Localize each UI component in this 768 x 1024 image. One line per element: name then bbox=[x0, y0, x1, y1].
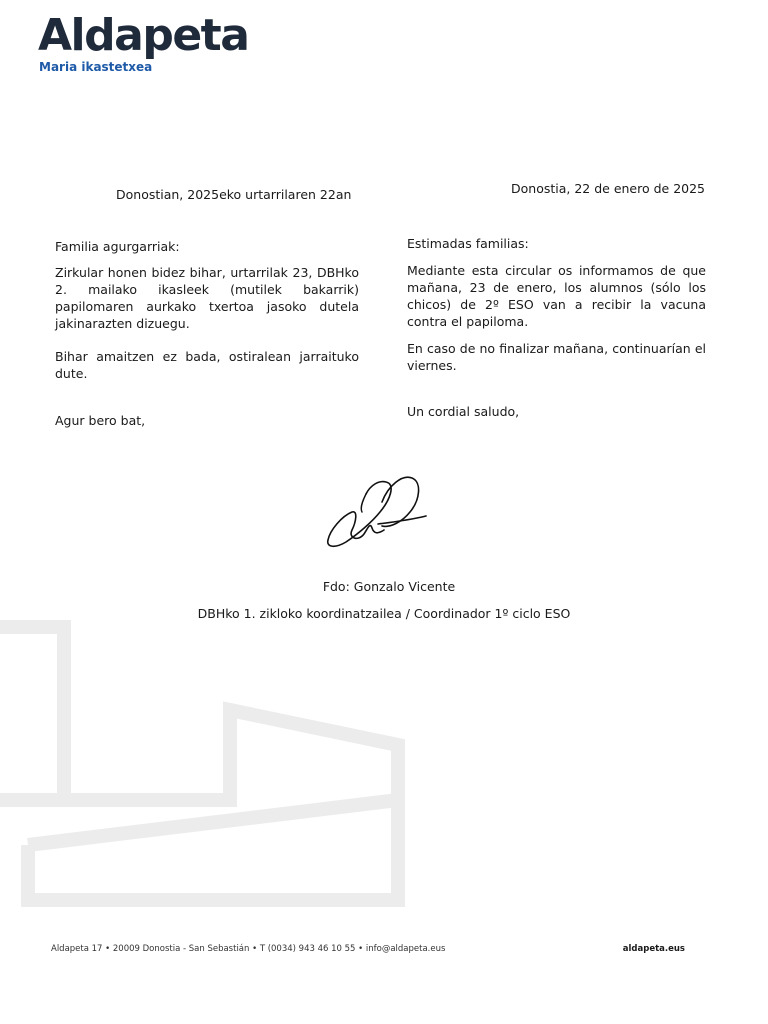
spanish-column bbox=[407, 235, 706, 420]
footer-address: Aldapeta 17 • 20009 Donostia - San Sebastián • T (0034) 943 46 10 55 • info@aldapeta.eus bbox=[51, 944, 446, 954]
basque-column bbox=[55, 238, 359, 429]
logo-wordmark: Aldapeta bbox=[38, 10, 249, 61]
basque-closing: Agur bero bat, bbox=[55, 413, 146, 428]
building-watermark bbox=[0, 600, 420, 920]
basque-paragraph-2: Bihar amaitzen ez bada, ostiralean jarraituko dute. bbox=[55, 349, 359, 381]
school-logo bbox=[38, 10, 249, 74]
date-basque: Donostian, 2025eko urtarrilaren 22an bbox=[116, 187, 352, 202]
spanish-paragraph-2: En caso de no finalizar mañana, continuarían el viernes. bbox=[407, 341, 706, 373]
logo-subtitle: Maria ikastetxea bbox=[39, 60, 153, 74]
basque-paragraph-1: Zirkular honen bidez bihar, urtarrilak 23, DBHko 2. mailako ikasleek (mutilek bakarrik) papilomaren aurkako txertoa jasoko dutela jakinarazten dizuegu. bbox=[55, 265, 359, 331]
spanish-greeting: Estimadas familias: bbox=[407, 236, 529, 251]
signatory-role: DBHko 1. zikloko koordinatzailea / Coordinador 1º ciclo ESO bbox=[197, 606, 571, 621]
footer-website-link[interactable]: aldapeta.eus bbox=[622, 944, 685, 954]
signatory-name: Fdo: Gonzalo Vicente bbox=[322, 579, 456, 594]
spanish-paragraph-1: Mediante esta circular os informamos de que mañana, 23 de enero, los alumnos (sólo los chicos) de 2º ESO van a recibir la vacuna contra el papiloma. bbox=[407, 263, 706, 329]
handwritten-signature bbox=[318, 472, 433, 554]
spanish-closing: Un cordial saludo, bbox=[407, 404, 520, 419]
date-spanish: Donostia, 22 de enero de 2025 bbox=[511, 181, 706, 196]
basque-greeting: Familia agurgarriak: bbox=[55, 239, 180, 254]
